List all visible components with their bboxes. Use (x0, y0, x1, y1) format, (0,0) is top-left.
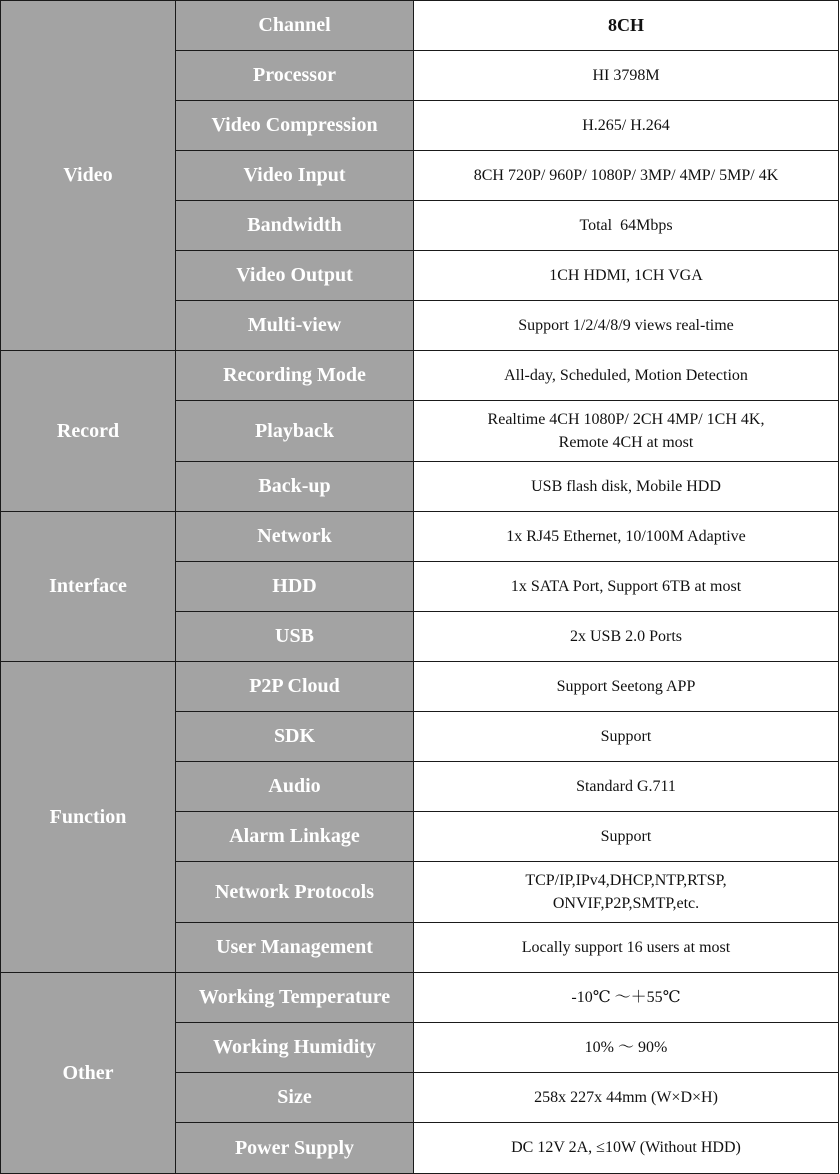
row-value-video-output: 1CH HDMI, 1CH VGA (414, 251, 839, 301)
table-row (1, 662, 839, 712)
row-label-network-protocols: Network Protocols (176, 862, 414, 923)
row-value-hdd: 1x SATA Port, Support 6TB at most (414, 562, 839, 612)
row-value-usb: 2x USB 2.0 Ports (414, 612, 839, 662)
row-value-user-management: Locally support 16 users at most (414, 923, 839, 973)
row-value-p2p-cloud: Support Seetong APP (414, 662, 839, 712)
row-value-playback-line-1: Realtime 4CH 1080P/ 2CH 4MP/ 1CH 4K, (487, 410, 765, 428)
row-value-processor: HI 3798M (414, 51, 839, 101)
row-label-video-output: Video Output (176, 251, 414, 301)
row-value-playback (414, 401, 839, 462)
row-value-size: 258x 227x 44mm (W×D×H) (414, 1073, 839, 1123)
row-label-channel: Channel (176, 1, 414, 51)
group-record: Record (1, 351, 176, 512)
group-function: Function (1, 662, 176, 973)
row-value-working-humidity: 10% ～ 90% (414, 1023, 839, 1073)
row-label-bandwidth: Bandwidth (176, 201, 414, 251)
row-value-video-input: 8CH 720P/ 960P/ 1080P/ 3MP/ 4MP/ 5MP/ 4K (414, 151, 839, 201)
row-value-network: 1x RJ45 Ethernet, 10/100M Adaptive (414, 512, 839, 562)
row-value-power-supply: DC 12V 2A, ≤10W (Without HDD) (414, 1123, 839, 1174)
row-label-back-up: Back-up (176, 462, 414, 512)
row-label-recording-mode: Recording Mode (176, 351, 414, 401)
row-label-size: Size (176, 1073, 414, 1123)
row-label-p2p-cloud: P2P Cloud (176, 662, 414, 712)
row-value-working-temperature: -10℃ ～＋55℃ (414, 973, 839, 1023)
row-label-video-input: Video Input (176, 151, 414, 201)
table-row (1, 973, 839, 1023)
row-label-processor: Processor (176, 51, 414, 101)
row-value-recording-mode: All-day, Scheduled, Motion Detection (414, 351, 839, 401)
table-row (1, 512, 839, 562)
row-label-video-compression: Video Compression (176, 101, 414, 151)
table-row (1, 351, 839, 401)
row-value-network-protocols-line-1: TCP/IP,IPv4,DHCP,NTP,RTSP, (525, 871, 727, 889)
row-label-audio: Audio (176, 762, 414, 812)
row-label-power-supply: Power Supply (176, 1123, 414, 1174)
row-label-working-temperature: Working Temperature (176, 973, 414, 1023)
row-value-playback-line-2: Remote 4CH at most (558, 434, 694, 451)
row-value-multi-view: Support 1/2/4/8/9 views real-time (414, 301, 839, 351)
row-value-channel: 8CH (414, 1, 839, 51)
row-value-bandwidth: Total 64Mbps (414, 201, 839, 251)
group-other: Other (1, 973, 176, 1174)
row-label-user-management: User Management (176, 923, 414, 973)
group-interface: Interface (1, 512, 176, 662)
row-value-alarm-linkage: Support (414, 812, 839, 862)
row-label-alarm-linkage: Alarm Linkage (176, 812, 414, 862)
group-video: Video (1, 1, 176, 351)
row-value-network-protocols (414, 862, 839, 923)
row-label-playback: Playback (176, 401, 414, 462)
row-value-back-up: USB flash disk, Mobile HDD (414, 462, 839, 512)
row-label-sdk: SDK (176, 712, 414, 762)
row-label-usb: USB (176, 612, 414, 662)
row-value-audio: Standard G.711 (414, 762, 839, 812)
row-value-sdk: Support (414, 712, 839, 762)
row-label-working-humidity: Working Humidity (176, 1023, 414, 1073)
row-value-network-protocols-line-2: ONVIF,P2P,SMTP,etc. (552, 895, 700, 912)
row-label-hdd: HDD (176, 562, 414, 612)
row-value-video-compression: H.265/ H.264 (414, 101, 839, 151)
row-label-multi-view: Multi-view (176, 301, 414, 351)
table-row (1, 1, 839, 51)
row-label-network: Network (176, 512, 414, 562)
